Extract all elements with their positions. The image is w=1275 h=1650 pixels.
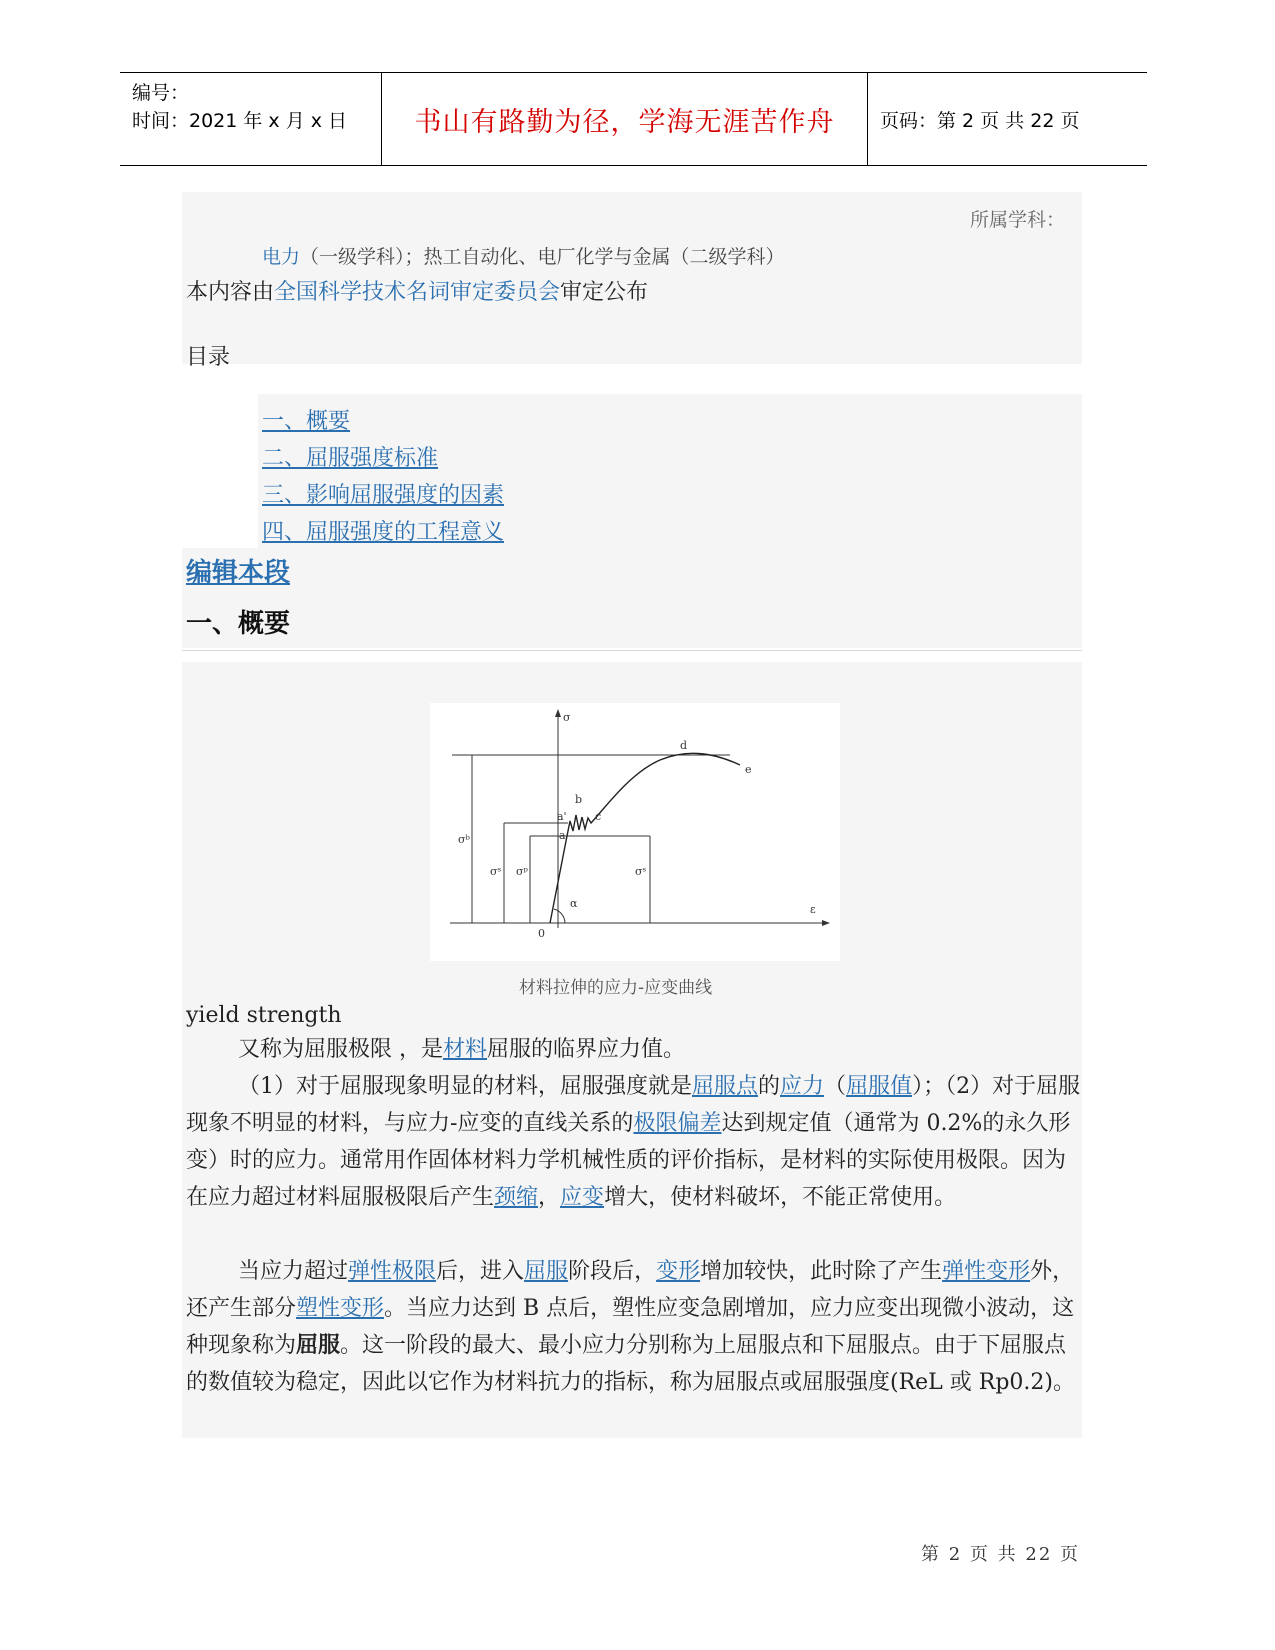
subject-primary-link[interactable]: 电力 xyxy=(262,246,301,268)
approval-line xyxy=(186,275,648,306)
alpha-arc xyxy=(554,909,565,923)
subject-label: 所属学科： xyxy=(970,209,1066,231)
section-title: 一、概要 xyxy=(186,609,291,639)
approval-prefix: 本内容由 xyxy=(186,280,275,305)
link-yield-point[interactable]: 屈服点 xyxy=(692,1074,759,1099)
strain-axis-arrow xyxy=(822,920,830,926)
approval-org-link[interactable]: 全国科学技术名词审定委员会 xyxy=(274,280,561,305)
header-table xyxy=(120,72,1147,166)
ss2-label: σˢ xyxy=(635,865,647,878)
point-d-label: d xyxy=(680,739,688,752)
sigma-label: σ xyxy=(563,711,571,724)
link-stress[interactable]: 应力 xyxy=(780,1074,825,1099)
link-limit-deviation[interactable]: 极限偏差 xyxy=(633,1111,722,1136)
number-label: 编号： xyxy=(132,82,190,104)
link-plastic-deformation[interactable]: 塑性变形 xyxy=(296,1296,385,1321)
page-footer: 第 2 页 共 22 页 xyxy=(921,1544,1080,1565)
motto: 书山有路勤为径，学海无涯苦作舟 xyxy=(382,73,868,165)
toc-item-significance[interactable]: 四、屈服强度的工程意义 xyxy=(262,520,505,545)
point-e-label: e xyxy=(745,763,752,776)
english-term: yield strength xyxy=(186,1003,342,1028)
subject-line xyxy=(262,242,785,269)
approval-suffix: 审定公布 xyxy=(560,280,649,305)
link-deformation[interactable]: 变形 xyxy=(656,1259,701,1284)
toc-item-standard[interactable]: 二、屈服强度标准 xyxy=(262,446,439,471)
link-elastic-limit[interactable]: 弹性极限 xyxy=(348,1259,437,1284)
yield-term-bold: 屈服 xyxy=(296,1332,341,1358)
epsilon-label: ε xyxy=(810,903,816,916)
link-material[interactable]: 材料 xyxy=(443,1037,488,1062)
alpha-label: α xyxy=(570,897,578,910)
link-strain[interactable]: 应变 xyxy=(560,1185,605,1210)
page-code: 页码：第 2 页 共 22 页 xyxy=(880,109,1080,132)
point-a-label: a xyxy=(559,829,566,842)
link-elastic-deformation[interactable]: 弹性变形 xyxy=(942,1259,1031,1284)
link-yield-value[interactable]: 屈服值 xyxy=(846,1074,913,1099)
figure-caption: 材料拉伸的应力-应变曲线 xyxy=(519,978,713,998)
point-a-prime-label: a' xyxy=(557,810,567,823)
toc-item-factors[interactable]: 三、影响屈服强度的因素 xyxy=(262,483,505,508)
heading-panel xyxy=(182,548,1082,648)
link-necking[interactable]: 颈缩 xyxy=(494,1185,539,1210)
point-b-label: b xyxy=(575,793,583,806)
time-label: 时间：2021 年 x 月 x 日 xyxy=(132,110,348,132)
link-yield[interactable]: 屈服 xyxy=(524,1259,569,1284)
point-c-label: c xyxy=(595,810,602,823)
edit-section-link[interactable]: 编辑本段 xyxy=(186,558,291,588)
origin-label: 0 xyxy=(538,927,545,940)
subject-rest: （一级学科）；热工自动化、电厂化学与金属（二级学科） xyxy=(300,246,785,268)
stress-strain-figure xyxy=(430,703,840,961)
toc-title: 目录 xyxy=(186,345,231,370)
section-divider xyxy=(182,650,1082,651)
header-meta-cell xyxy=(120,73,382,165)
paragraph-1: 又称为屈服极限 ，是材料屈服的临界应力值。 xyxy=(238,1037,686,1062)
toc-item-overview[interactable]: 一、概要 xyxy=(262,409,351,434)
stress-strain-curve xyxy=(550,753,740,923)
ss-label: σˢ xyxy=(490,865,502,878)
sp-label: σᵖ xyxy=(516,865,528,878)
stress-axis-arrow xyxy=(555,709,561,717)
sb-label: σᵇ xyxy=(458,833,470,846)
paragraph-3: 当应力超过弹性极限后，进入屈服阶段后，变形增加较快，此时除了产生弹性变形外，还产生部分塑性变形。当应力达到 B 点后，塑性应变急剧增加，应力应变出现微小波动，这种现象称为屈服。这一阶段的最大、最小应力分别称为上屈服点和下屈服点。由于下屈服点的数值较为稳定，因此以它作为材料抗力的指标，称为屈服点或屈服强度(ReL 或 Rp0.2)。 xyxy=(186,1259,1075,1395)
paragraph-2: （1）对于屈服现象明显的材料，屈服强度就是屈服点的应力（屈服值）；（2）对于屈服现象不明显的材料，与应力-应变的直线关系的极限偏差达到规定值（通常为 0.2%的永久形变）时的应力。通常用作固体材料力学机械性质的评价指标，是材料的实际使用极限。因为在应力超过材料屈服极限后产生颈缩，应变增大，使材料破坏，不能正常使用。 xyxy=(186,1074,1081,1210)
